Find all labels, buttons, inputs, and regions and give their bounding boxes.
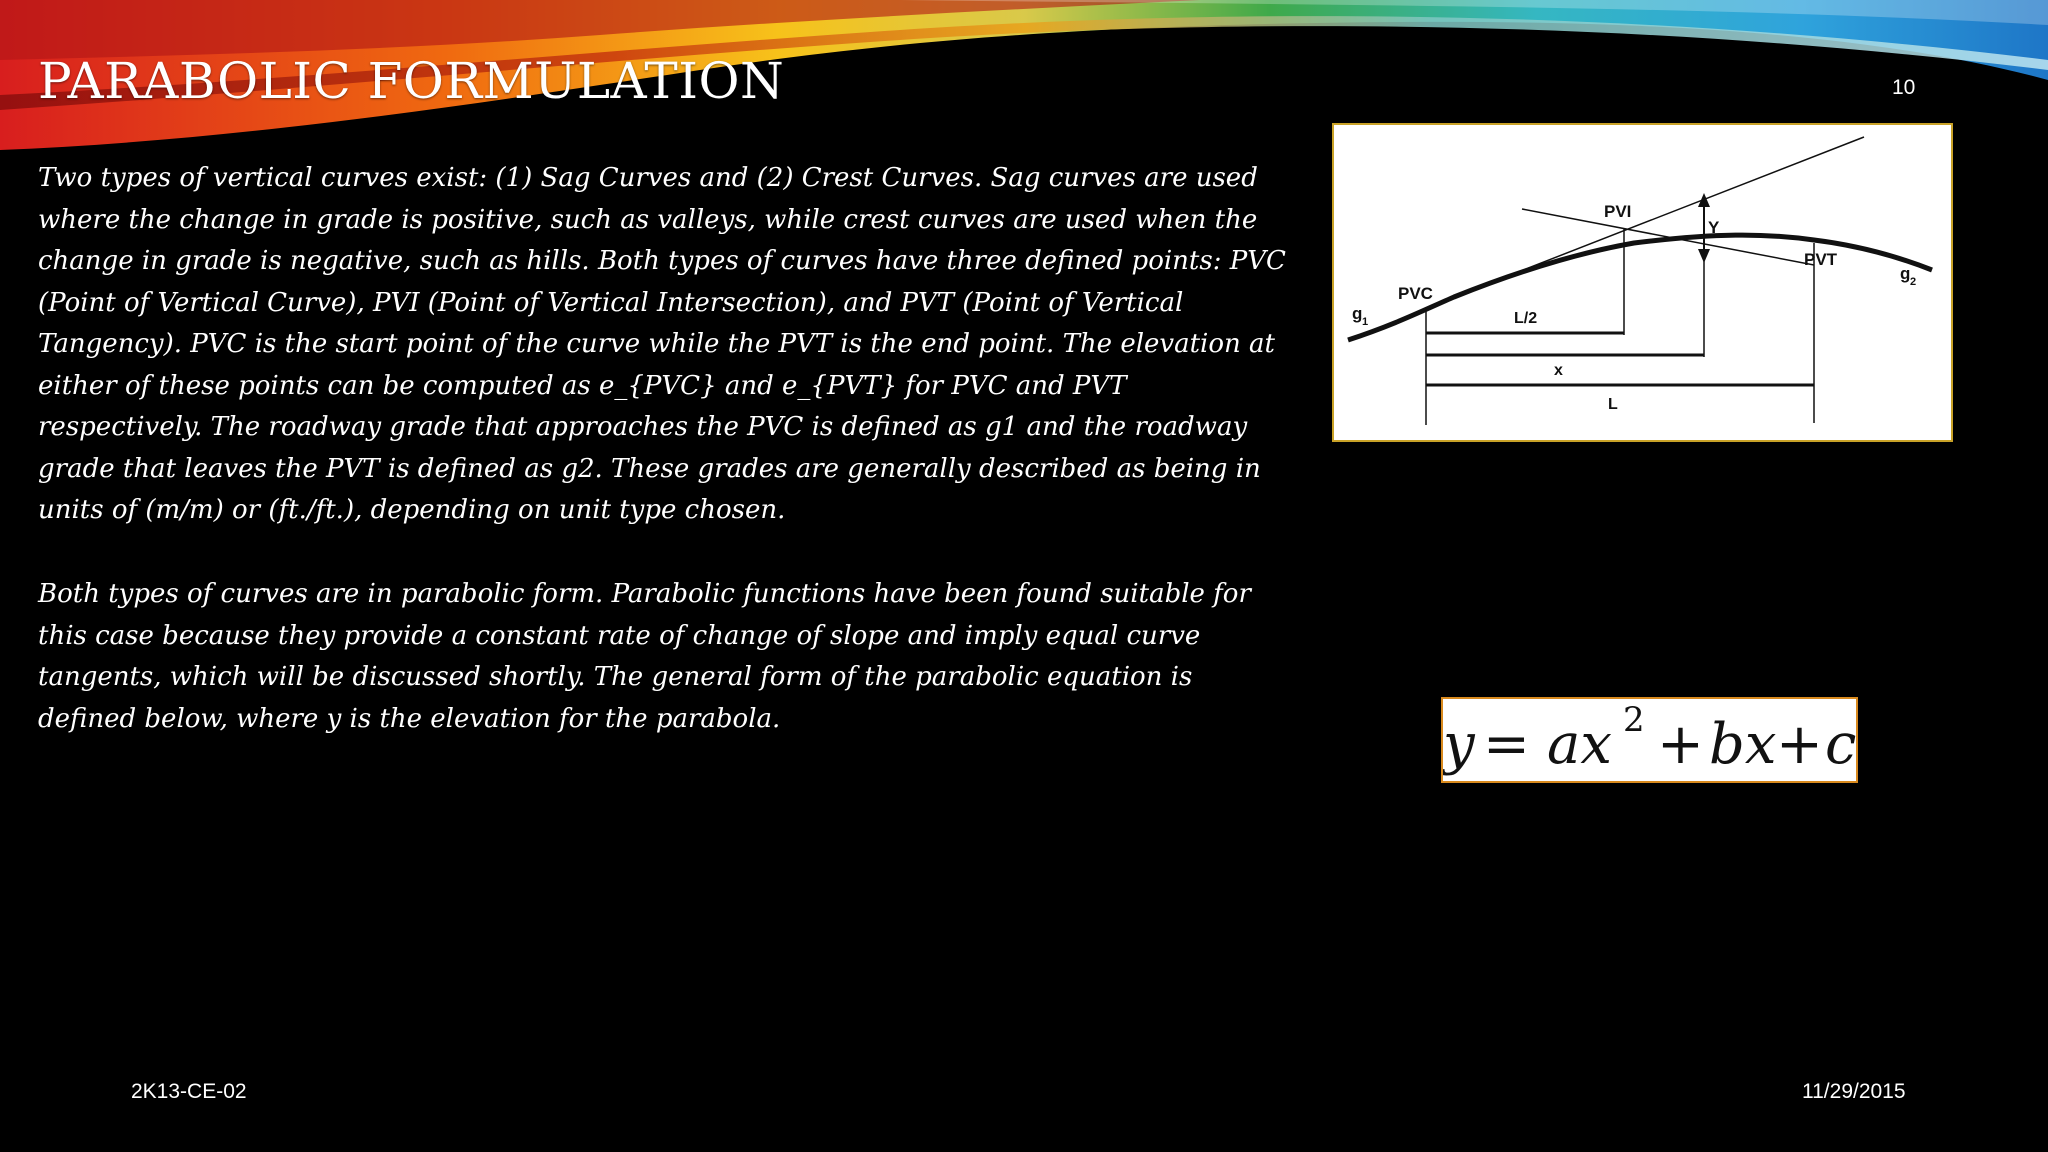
label-pvt: PVT <box>1804 250 1838 269</box>
label-length: L <box>1608 396 1618 413</box>
equation-plus-1: + <box>1657 712 1704 777</box>
slide-number: 10 <box>1892 76 1916 99</box>
label-y: Y <box>1708 218 1720 237</box>
label-half-length: L/2 <box>1514 310 1538 327</box>
y-arrow-head-top <box>1698 193 1710 207</box>
label-g1: g <box>1352 304 1363 323</box>
equation-plus-2: + <box>1776 712 1823 777</box>
footer-left-text: 2K13-CE-02 <box>131 1080 247 1103</box>
equation-term-a: ax <box>1547 712 1612 777</box>
label-x: x <box>1554 362 1563 379</box>
equation-term-c: c <box>1825 712 1856 777</box>
equation-term-b: bx <box>1709 712 1777 777</box>
body-paragraph-vertical-curves: Two types of vertical curves exist: (1) Sag Curves and (2) Crest Curves. Sag curves are used where the change in grade is positive, such as valleys, while crest curves are used when the change in grade is negative, such as hills. Both types of curves have three defined points: PVC (Point of Vertical Curve), PVI (Point of Vertical Intersection), and PVT (Point of Vertical Tangency). PVC is the start point of the curve while the PVT is the end point. The elevation at either of these points can be computed as e_{PVC} and e_{PVT} for PVC and PVT respectively. The roadway grade that approaches the PVC is defined as g1 and the roadway grade that leaves the PVT is defined as g2. These grades are generally described as being in units of (m/m) or (ft./ft.), depending on unit type chosen. <box>38 163 1286 525</box>
footer-date: 11/29/2015 <box>1802 1080 1906 1103</box>
equation-exponent: 2 <box>1623 700 1645 740</box>
parabolic-equation <box>1441 697 1858 783</box>
equation-lhs: y <box>1443 712 1475 777</box>
tangent-line-g1 <box>1454 137 1864 297</box>
label-g2: g <box>1900 264 1911 283</box>
vertical-curve-diagram <box>1332 123 1953 442</box>
equation-equals: = <box>1483 712 1530 777</box>
label-pvi: PVI <box>1604 202 1632 221</box>
label-g1-subscript: 1 <box>1362 316 1369 328</box>
label-g2-subscript: 2 <box>1910 276 1917 288</box>
curve-path <box>1348 235 1932 340</box>
body-paragraph-parabolic-form: Both types of curves are in parabolic form. Parabolic functions have been found suitable for this case because they provide a constant rate of change of slope and imply equal curve tangents, which will be discussed shortly. The general form of the parabolic equation is defined below, where y is the elevation for the parabola. <box>38 579 1251 734</box>
label-pvc: PVC <box>1398 284 1433 303</box>
slide-title: PARABOLIC FORMULATION <box>38 52 785 110</box>
